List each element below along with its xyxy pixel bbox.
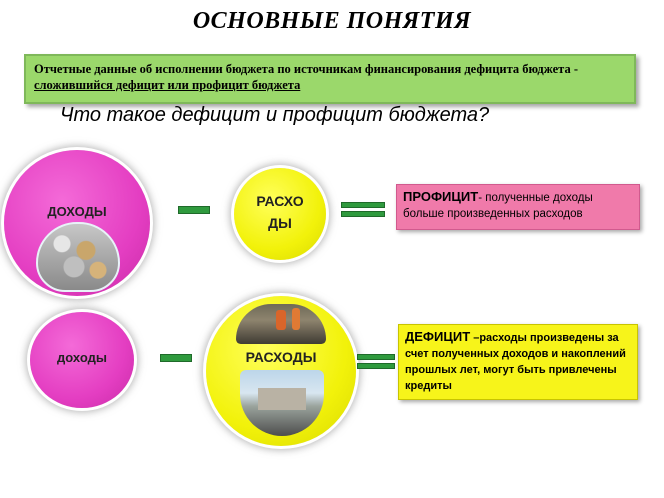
- minus-sign-1: [178, 206, 210, 214]
- page-title: ОСНОВНЫЕ ПОНЯТИЯ: [192, 8, 472, 34]
- definition-underlined: сложившийся дефицит или профицит бюджета: [34, 78, 301, 92]
- deficit-box: [398, 324, 638, 400]
- equals-sign-2-top: [357, 354, 395, 360]
- minus-sign-2: [160, 354, 192, 362]
- profit-box: [396, 184, 640, 230]
- deficit-term: ДЕФИЦИТ: [405, 329, 471, 344]
- expense-label-1-line2: ДЫ: [268, 215, 292, 231]
- question-text: Что такое дефицит и профицит бюджета?: [60, 104, 490, 126]
- income-label-1: ДОХОДЫ: [47, 204, 107, 219]
- definition-box: [24, 54, 636, 104]
- income-label-2: доходы: [57, 350, 107, 365]
- equals-sign-1-top: [341, 202, 385, 208]
- profit-text: - полученные доходы больше произведенных расходов: [403, 192, 593, 220]
- equals-sign-1-bottom: [341, 211, 385, 217]
- coins-jar-image: [36, 222, 120, 292]
- definition-text: Отчетные данные об исполнении бюджета по источникам финансирования дефицита бюджета -: [34, 62, 578, 76]
- profit-term: ПРОФИЦИТ: [403, 189, 479, 204]
- deficit-text: –расходы произведены за счет полученных доходов и накоплений прошлых лет, могут быть привлечены кредиты: [405, 332, 626, 392]
- expense-label-1-line1: РАСХО: [256, 193, 304, 209]
- expense-label-1: [234, 190, 326, 234]
- expense-label-2: РАСХОДЫ: [245, 349, 317, 365]
- equals-sign-2-bottom: [357, 363, 395, 369]
